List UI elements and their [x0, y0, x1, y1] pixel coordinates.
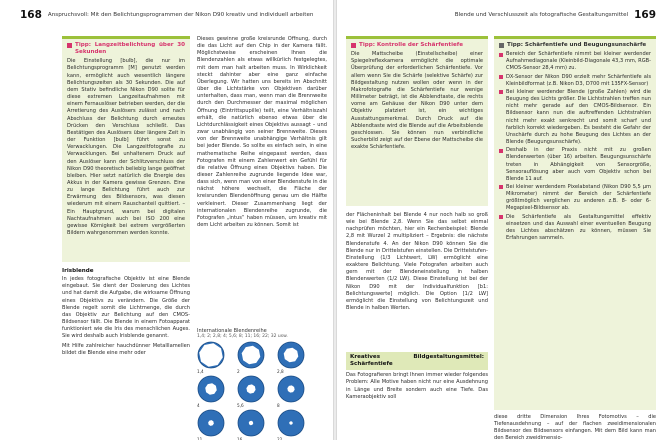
- aperture-diagram: [237, 409, 265, 440]
- bullet-text: DX-Sensor der Nikon D90 erzielt mehr Schärfentiefe als Kleinbildformat (z.B. Nikon D3, D700 mit 135FX-Sensor): [506, 73, 651, 87]
- chapter-title: Anspruchsvoll: Mit den Belichtungsprogrammen der Nikon D90 kreativ und individuell arbeiten: [47, 12, 314, 18]
- bullet-text: Deshalb in der Praxis nicht mit zu großen Blendenwerten (über 16) arbeiten. Beugungsunschärfe treten in Abhängigkeit von Sensorgröße, Sensorauflösung aber auch vom Objektiv schon bei Blende 11 auf.: [506, 147, 651, 182]
- tip-text: Die Einstellung [bulb], die nur im Belichtungsprogramm [M] genutzt werden kann, ermöglicht auch wesentlich längere Belichtungszeiten als 30 Sekunden. Die auf dem Stativ befindliche Nikon D90 sollte für diese extremen Langzeitaufnahmen mit einem Fernauslöser betrieben werden, der die Arretierung des Auslösers zulässt und nach Abschluss der Belichtung durch erneutes Drücken den Verschluss schließt. Das Bestätigen des Auslösers über längere Zeit in der Funktion [bulb] führt sonst zu Verwacklungen. Die Langzeitfotografie zu Verwacklungen. Bei unhaltenem Druck auf den Auslöser kann der Schlitzverschluss der Nikon D90 theoretisch beliebig lange geöffnet bleiben. Hier setzt natürlich die Energie des Akkus in der Kamera gewisse Grenzen. Eine zu lange Belichtung führt auch zur Erwärmung des Bildsensors, was diesen wiederum mit einem Rauschanteil quittiert. – Ein Hauptgrund, warum bei digitalen Nachtaufnahmen auch bei ISO 200 eine gewisse Körnigkeit bei extrem vergrößerten Bildern wahrgenommen werden konnte.: [67, 58, 185, 237]
- aperture-label: 4: [197, 403, 200, 408]
- left-page-header: [20, 9, 313, 21]
- irisblende-section: [62, 268, 190, 357]
- bullet-icon: [499, 215, 503, 219]
- page-number: 168: [20, 9, 42, 21]
- bullet-icon: [499, 75, 503, 79]
- tip-icon: [499, 43, 504, 48]
- aperture-figure: [197, 328, 327, 440]
- bullet-text: Bei kleiner werdender Blende (große Zahlen) wird die Beugung des Lichts größer. Die Lichtstrahlen treffen nun nicht mehr gerade auf den CMOS-Bildsensor. Ein Bildsensor kann nun die auftreffenden Lichtstrahlen nicht mehr exakt senkrecht und somit scharf und farblich korrekt wiedergeben. Es besteht die Gefahr der Unschärfe durch zu hohe Beugung des Lichtes an der Blende (Beugungsunschärfe).: [506, 88, 651, 146]
- aperture-diagram: [237, 375, 265, 408]
- tip-icon: [67, 43, 72, 48]
- bullet-icon: [499, 53, 503, 57]
- bullet-text: Bereich der Schärfentiefe nimmt bei kleiner werdender Aufnahmediagonale (Kleinbild-Diagonale 43,3 mm, RGB-CMOS-Sensor 28,4 mm) zu.: [506, 51, 651, 72]
- bullet-text: Die Schärfentiefe als Gestaltungsmittel effektiv einsetzen und das Auswahl einer eventuellen Beugung des Lichtes abschätzen zu können, müssen Sie Erfahrungen sammeln.: [506, 213, 651, 242]
- aperture-label: 8: [277, 403, 280, 408]
- aperture-label: 16: [237, 437, 243, 440]
- right-page: [336, 0, 668, 440]
- tip-box-beugung: [494, 36, 656, 410]
- tip-title: Tipp: Schärfentiefe und Beugungsunschärfe: [507, 42, 647, 48]
- tip-text: Die Mattscheibe (Einstellscheibe) einer Spiegelreflexkamera ermöglicht die optimale Überprüfung der erforderlichen Schärfentiefe. Vor allem wenn Sie die Schärfe (selektive Schärfe) zur Bildgestaltung nutzen wollen oder wenn in der Makrofotografie die Schärfentiefe nur wenige Millimeter beträgt, ist die Abblendtaste, die rechts vorne am Gehäuse der Nikon D90 unter dem Objektiv platziert ist, ein wichtiges Ausstattungsmerkmal. Durch Druck auf die Abblendtaste wird die Blende auf die Arbeitsblende geschlossen. Sie können nun verbindliche Sucherbild zeigt auf der Ebene der Mattscheibe die exakte Schärfentiefe.: [351, 51, 483, 151]
- body-text: Das Fotografieren bringt Ihnen immer wieder folgendes Problem: Alle Motive haben nicht nur eine Ausdehnung in Länge und Breite sondern auch eine Tiefe. Das Kameraobjektiv soll: [346, 372, 488, 400]
- bullet-icon: [499, 90, 503, 94]
- section-heading: Kreatives Bildgestaltungsmittel: Schärfentiefe: [346, 352, 488, 370]
- aperture-diagram: [277, 375, 305, 408]
- body-text: Dieses gewinne große kreisrunde Öffnung, durch die das Licht auf den Chip in der Kamera fällt. Möglichstweise erscheinen Ihnen die Blendenzahlen als etwas willkürlich festgelegtes, mit dem man halt arbeiten muss. In Wirklichkeit steckt dahinter aber eine ganz einfache Überlegung. Wir hatten uns bereits im Abschnitt über die Lichtstärke von Objektiven darüber unterhalten, dass man, wenn man die Brennweite durch den Durchmesser der maximal möglichen Öffnung (Eintrittspupille) teilt, eine Verhältniszahl erhält, die natürlich ebenso etwas über die Lichtdurchlässigkeit eines Objektivs aussagt – und zwar unabhängig von seiner Brennweite. Dieses von der Brennweite unabhängige Verhältnis gilt bei jeder Blende. So sollte es einfach sein, in eine mathematische Reihe eingepasst werden, dass Fotografen mit einem Zahlenwert ein Gefühl für die relative Öffnung eines Objektivs haben. Die dieser Zahlenreihe zugrunde liegende Idee war, dass sich, wenn man von einer Blendenstufe in die nächst höhere wechselt, die Fläche der kreisrunden Blendenöffnung genau um die Hälfte verkleinert. Dieser Zusammenhang liegt der internationalen Blendenreihe zugrunde, die Fotografen „intus“ haben müssen, um kreativ mit dem Licht arbeiten zu können. Somit ist: [197, 36, 327, 229]
- tip-icon: [351, 43, 356, 48]
- aperture-diagram: [237, 341, 265, 374]
- aperture-label: 11: [197, 437, 203, 440]
- kreativ-section: [346, 352, 488, 401]
- bullet-icon: [499, 185, 503, 189]
- body-text: In jedes fotografische Objektiv ist eine Blende eingebaut. Sie dient der Dosierung des Lichtes und hat damit die Aufgabe, die wirksame Öffnung eines Objektivs zu verändern. Die Größe der Blende regelt somit die Lichtmenge, die durch das Objektiv zur Belichtung auf den CMOS-Bildsensor fällt. Die Blende in einem Fotoapparat funktioniert wie die Iris des menschlichen Auges. Sie wird deshalb auch Irisblende genannt.: [62, 276, 190, 340]
- body-text: diese dritte Dimension Ihres Fotomotivs – die Tiefenausdehnung – auf der flachen zweidimensionalen Bildsensor des Bildsensors einfangen. Mit dem Bild kann man den Bereich zweidimensio-: [494, 414, 656, 440]
- aperture-diagram: [197, 409, 225, 440]
- body-text: Mit Hilfe zahlreicher hauchdünner Metalllamellen bildet die Blende eine mehr oder: [62, 342, 190, 356]
- body-text: der Flächeninhalt bei Blende 4 nur noch halb so groß wie bei Blende 2,8. Wenn Sie das selbst einmal nachprüfen möchten, hier ein Rechenbeispiel: Blende 2,8 mit Wurzel 2 multipliziert – Ergebnis: die nächste Blendenstufe 4. An der Nikon D90 können Sie die Blende nur in Drittelstufen einstellen. Die Drittelstufen-Einstellung (1/3 Lichtwert, LW) ermöglicht eine exaktere Belichtung. Viele Fotografen arbeiten auch gern mit der Blendeneinstellung in halben Blendenwerten (1/2 LW). Diese Einstellung ist bei der Nikon D90 mit der Individualfunktion [b1: Belichtungswerte] möglich. Die Option [1/2 LW] ermöglicht die Einstellung von Belichtungszeit und Blende in halben Werten.: [346, 212, 488, 312]
- aperture-label: 2,8: [277, 369, 284, 374]
- body-column: [197, 36, 327, 324]
- right-page-header: [455, 9, 656, 21]
- aperture-diagram: [277, 341, 305, 374]
- tip-title: Tipp: Kontrolle der Schärfentiefe: [359, 42, 464, 48]
- aperture-label: 1,4: [197, 369, 204, 374]
- chapter-title: Blende und Verschlusszeit als fotografische Gestaltungsmittel: [454, 12, 629, 18]
- figure-sequence: 1,4; 2; 2,8; 4; 5,6; 8; 11; 16; 22; 32 usw.: [197, 334, 288, 339]
- aperture-label: 5,6: [237, 403, 244, 408]
- tip-box-kontrolle: [346, 36, 488, 206]
- aperture-label: 2: [237, 369, 240, 374]
- body-column: [494, 414, 656, 440]
- bullet-icon: [499, 149, 503, 153]
- aperture-diagram: [277, 409, 305, 440]
- tip-title: Tipp: Langzeitbelichtung über 30 Sekunden: [75, 42, 185, 56]
- aperture-diagram: [197, 375, 225, 408]
- page-number: 169: [634, 9, 656, 21]
- aperture-diagram: [197, 341, 225, 374]
- body-column: [346, 212, 488, 312]
- section-heading: Irisblende: [62, 268, 94, 274]
- bullet-text: Bei kleiner werdendem Pixelabstand (Nikon D90 5,5 µm Mikrometer) nimmt der Bereich der Schärfentiefe größtmöglich verglichen zu anderen z.B. 8- oder 6-Megapixel-Bildsensor ab.: [506, 183, 651, 212]
- aperture-grid: [197, 341, 327, 440]
- tip-box-langzeit: [62, 36, 190, 262]
- figure-title: Internationale Blendenreihe: [197, 328, 267, 334]
- aperture-label: 22: [277, 437, 283, 440]
